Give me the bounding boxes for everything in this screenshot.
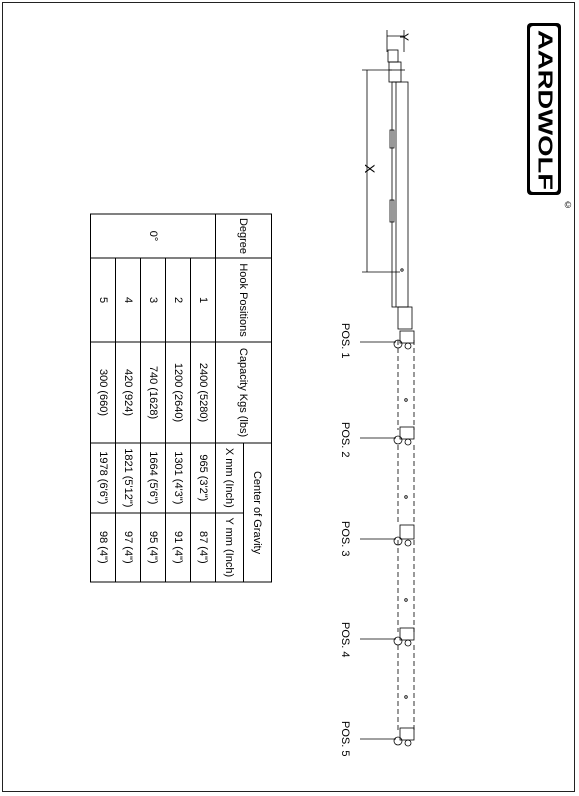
hook-pos-cell: 5 xyxy=(91,258,116,342)
y-cell: 97 (4") xyxy=(116,512,141,581)
hook-pos-4 xyxy=(360,628,414,646)
x-cell: 1978 (6'6") xyxy=(91,443,116,513)
pos-2-label: POS. 2 xyxy=(339,422,351,458)
hook-pos-cell: 3 xyxy=(141,258,166,342)
hook-pos-cell: 4 xyxy=(116,258,141,342)
pos-5-label: POS. 5 xyxy=(339,721,351,757)
copyright-mark: © xyxy=(564,200,572,210)
capacity-cell: 740 (1628) xyxy=(141,342,166,443)
extension-pin xyxy=(405,496,408,499)
hook-pos-5 xyxy=(360,728,414,746)
degree-cell: 0° xyxy=(91,214,216,258)
hook-pos-cell: 1 xyxy=(191,258,216,342)
hook-pos-1 xyxy=(360,331,414,349)
extension-pin xyxy=(405,696,408,699)
x-cell: 1301 (4'3") xyxy=(166,443,191,513)
capacity-cell: 300 (660) xyxy=(91,342,116,443)
x-dimension-label: X xyxy=(362,164,378,174)
y-cell: 95 (4") xyxy=(141,512,166,581)
capacity-cell: 2400 (5280) xyxy=(191,342,216,443)
header-center-of-gravity: Center of Gravity xyxy=(244,443,272,582)
header-y: Y mm (Inch) xyxy=(216,512,244,581)
hook-pos-2 xyxy=(360,427,414,445)
capacity-cell: 420 (924) xyxy=(116,342,141,443)
extension-pin xyxy=(405,399,408,402)
x-cell: 1664 (5'6") xyxy=(141,443,166,513)
pos-1-label: POS. 1 xyxy=(339,323,351,359)
y-dimension-label: Y xyxy=(397,33,411,42)
aardwolf-logo xyxy=(527,23,572,210)
boom-top-fitting xyxy=(388,50,398,62)
pos-3-label: POS. 3 xyxy=(339,521,351,557)
header-capacity: Capacity Kgs (lbs) xyxy=(216,342,272,443)
header-x: X mm (Inch) xyxy=(216,443,244,513)
x-cell: 1821 (5'12") xyxy=(116,443,141,513)
y-cell: 91 (4") xyxy=(166,512,191,581)
logo-text: AARDWOLF xyxy=(533,30,556,147)
y-cell: 98 (4") xyxy=(91,512,116,581)
capacity-cell: 1200 (2640) xyxy=(166,342,191,443)
y-cell: 87 (4") xyxy=(191,512,216,581)
boom-neck xyxy=(398,307,412,329)
header-degree: Degree xyxy=(216,214,272,258)
header-hook-positions: Hook Positions xyxy=(216,258,272,342)
boom-pin xyxy=(401,269,403,271)
x-cell: 965 (3'2") xyxy=(191,443,216,513)
hook-pos-cell: 2 xyxy=(166,258,191,342)
hook-pos-3 xyxy=(360,525,414,546)
boom-top-block xyxy=(389,62,401,82)
pos-4-label: POS. 4 xyxy=(339,622,351,658)
extension-pin xyxy=(405,599,408,602)
main-boom xyxy=(392,82,408,307)
